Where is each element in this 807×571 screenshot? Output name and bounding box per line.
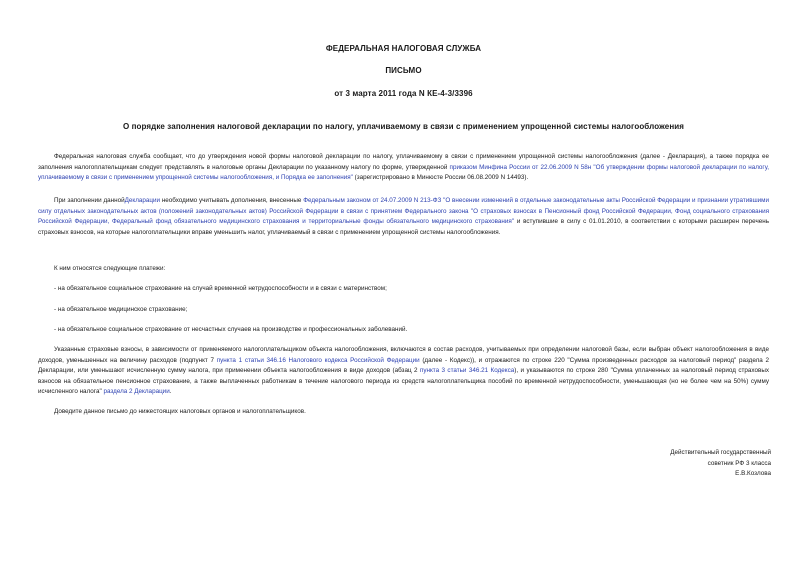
paragraph-1-text-b: (зарегистрировано в Минюсте России 06.08.2009 N 14493). <box>352 174 529 182</box>
article-346-21-link[interactable]: пункта 3 статьи 346.21 Кодекса <box>419 367 515 375</box>
agency-heading: ФЕДЕРАЛЬНАЯ НАЛОГОВАЯ СЛУЖБА <box>325 44 482 53</box>
paragraph-3: К ним относятся следующие платежи: <box>54 265 166 272</box>
doc-type-heading: ПИСЬМО <box>385 66 422 75</box>
signature-line-2: советник РФ 3 класса <box>707 459 771 467</box>
federal-law-213-link[interactable]: Федеральным законом от 24.07.2009 N 213-ФЗ "О внесении изменений в отдельные законодательные акты Российской Федерации и признании утратившими силу отдельных законодательных актов (положений законодательных актов) Российской Федерации в связи с принятием Федерального закона "О страховых взносах в Пенсионный фонд Российской Федерации, Фонд социального страхования Российской Федерации, Федеральный фонд обязательного медицинского страхования и территориальные фонды обязательного медицинского страхования" <box>38 197 769 226</box>
paragraph-2-text-c: и вступившие в силу с 01.01.2010, в соответствии с которыми расширен перечень страховых взносов, на которые налогоплательщики вправе уменьшить налог, уплачиваемый в связи с применением упрощенной системы налогообложения. <box>38 218 770 236</box>
order-58n-link[interactable]: приказом Минфина России от 22.06.2009 N 58н "Об утверждении формы налоговой декларации по налогу, уплачиваемому в связи с применением упрощенной системы налогообложения, и Порядка ее заполнения" <box>38 163 770 182</box>
paragraph-7 <box>38 345 769 398</box>
paragraph-4: - на обязательное социальное страхование на случай временной нетрудоспособности и в связи с материнством; <box>54 285 387 292</box>
paragraph-7-text-c: ), и указываются по строке 280 "Сумма уплаченных за налоговый период страховых взносов на обязательное пенсионное страхование, а также выплаченных работникам в течение налогового периода из средств налогоплательщика пособий по временной нетрудоспособности, уменьшающая (но не более чем на 50%) сумму исчисленного налога" <box>38 367 769 396</box>
paragraph-5: - на обязательное медицинское страхование; <box>54 306 188 313</box>
signature-block <box>670 448 771 480</box>
paragraph-7-text-a: Указанные страховые взносы, в зависимости от применяемого налогоплательщиком объекта налогообложения, включаются в состав расходов, учитываемых при определении налоговой базы, если выбран объект налогообложения в виде доходов, уменьшенных на величину расходов (подпункт 7 <box>38 346 769 364</box>
subject-heading: О порядке заполнения налоговой декларации по налогу, уплачиваемому в связи с применением упрощенной системы налогообложения <box>122 122 685 131</box>
paragraph-7-text-b: (далее - Кодекс)), и отражаются по строке 220 "Сумма произведенных расходов за налоговый период" раздела 2 Декларации, или уменьшают исчисленную сумму налога, при применении объекта налогообложения в виде доходов (абзац 2 <box>38 356 770 375</box>
article-346-16-link[interactable]: пункта 1 статьи 346.16 Налогового кодекса Российской Федерации <box>216 356 420 364</box>
paragraph-7-text-d: . <box>169 388 172 396</box>
section-2-declaration-link[interactable]: раздела 2 Декларации <box>103 388 170 396</box>
signature-name: Е.В.Козлова <box>735 470 771 478</box>
paragraph-2-text-a: При заполнении данной <box>54 197 125 204</box>
date-number-heading: от 3 марта 2011 года N КЕ-4-3/3396 <box>334 89 473 98</box>
paragraph-1 <box>38 152 769 184</box>
declaration-link[interactable]: Декларации <box>124 197 161 204</box>
paragraph-8: Доведите данное письмо до нижестоящих налоговых органов и налогоплательщиков. <box>54 408 306 415</box>
paragraph-2-text-b: необходимо учитывать дополнения, внесенные <box>160 197 304 204</box>
paragraph-2 <box>38 196 769 238</box>
paragraph-6: - на обязательное социальное страхование от несчастных случаев на производстве и профессиональных заболеваний. <box>54 326 408 333</box>
signature-line-1: Действительный государственный <box>670 449 771 456</box>
paragraph-1-text-a: Федеральная налоговая служба сообщает, что до утверждения новой формы налоговой декларации по налогу, уплачиваемому в связи с применением упрощенной системы налогообложения (далее - Декларация), а также порядка ее заполнения налогоплательщикам следует представлять в налоговые органы Декларации по указанному налогу по форме, утвержденной <box>38 153 769 171</box>
